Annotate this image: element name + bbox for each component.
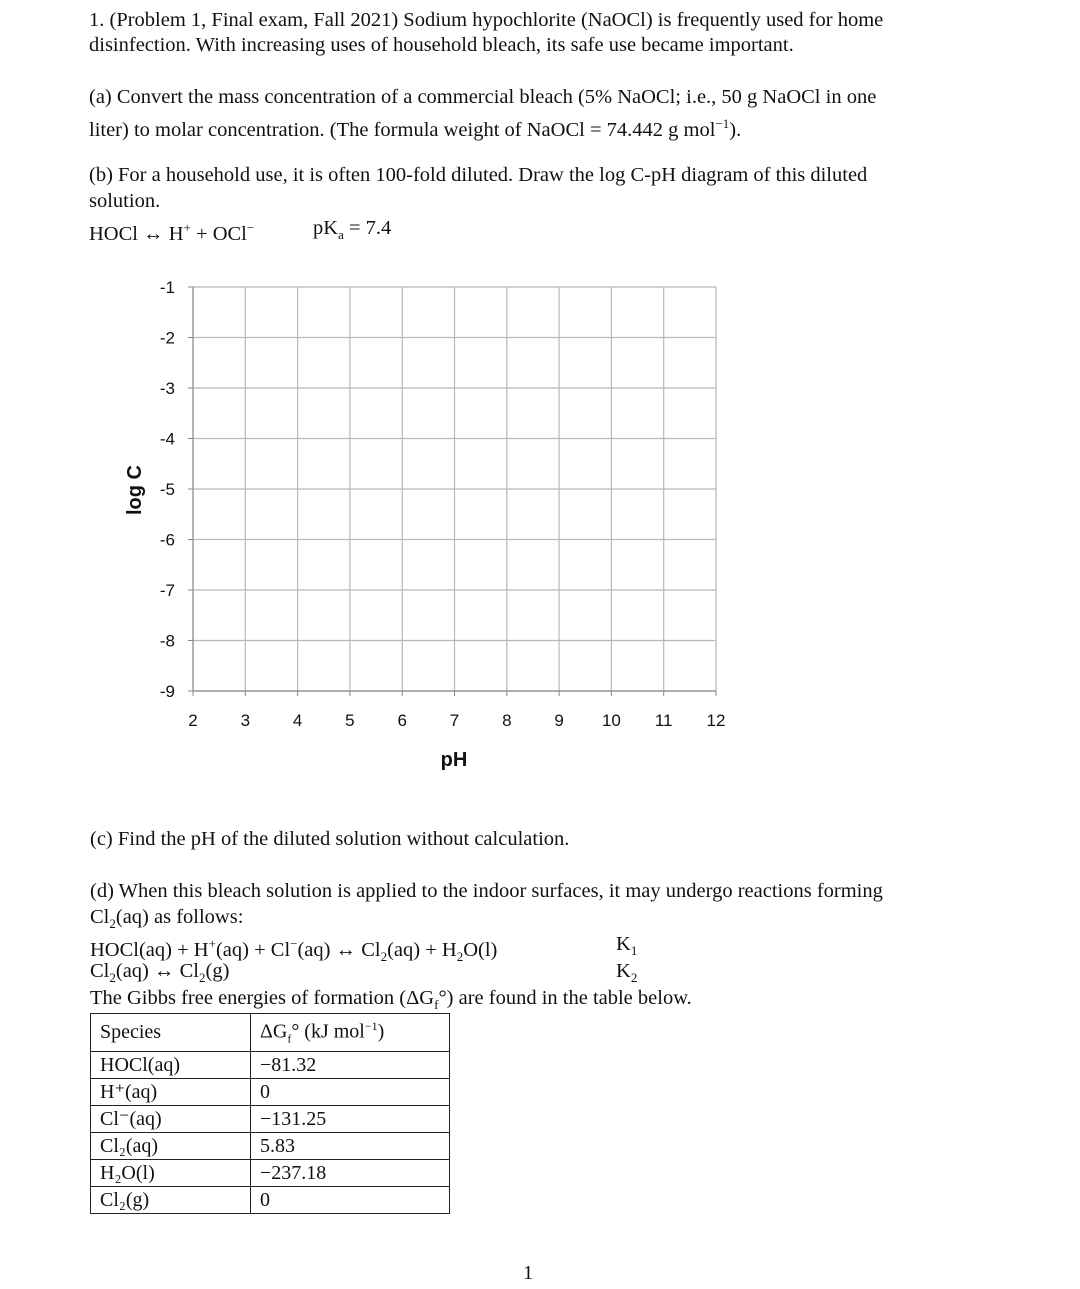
species-cell: Cl₂(g): [91, 1186, 251, 1213]
x-tick-label: 5: [345, 711, 355, 730]
y-tick-label: -5: [159, 480, 175, 499]
y-tick-label: -3: [159, 379, 175, 398]
k2-label: $K_2$: [616, 960, 638, 986]
chart-grid: [193, 287, 716, 691]
gibbs-intro: The Gibbs free energies of formation $(\Delta G_f^\circ)$ are found in the table below.: [90, 987, 692, 1013]
x-tick-label: 12: [706, 711, 726, 730]
problem-line-2: disinfection. With increasing uses of household bleach, its safe use became important.: [89, 34, 794, 56]
k1-label: $K_1$: [616, 933, 638, 959]
species-cell: HOCl(aq): [91, 1051, 251, 1078]
y-axis-label: log C: [124, 465, 146, 515]
species-cell: H₂O(l): [91, 1159, 251, 1186]
part-c-text: (c) Find the pH of the diluted solution without calculation.: [90, 828, 570, 850]
y-tick-label: -1: [159, 278, 175, 297]
y-tick-label: -9: [159, 682, 175, 701]
y-tick-label: -6: [159, 530, 175, 550]
value-cell: 0: [251, 1186, 450, 1213]
y-tick-label: -7: [159, 581, 175, 600]
species-cell: Cl₂(aq): [91, 1132, 251, 1159]
gibbs-energy-table: [90, 1013, 450, 1214]
value-cell: 5.83: [251, 1132, 450, 1159]
table-header-row: [91, 1014, 450, 1052]
x-axis-label: pH: [440, 749, 468, 771]
problem-line-1: 1. (Problem 1, Final exam, Fall 2021) Sodium hypochlorite (NaOCl) is frequently used for home: [89, 9, 884, 31]
reaction-2: $Cl_2(aq)$ ↔ $Cl_2(g)$: [90, 960, 230, 986]
x-tick-label: 6: [397, 711, 407, 730]
species-cell: Cl⁻(aq): [91, 1105, 251, 1132]
hocl-equilibrium: HOCl ↔ H+ + OCl−: [89, 220, 255, 245]
y-tick-label: -2: [159, 328, 175, 348]
part-b-line-2: solution.: [89, 190, 161, 212]
table-row: [91, 1186, 450, 1213]
species-cell: H⁺(aq): [91, 1078, 251, 1105]
x-tick-label: 8: [502, 711, 512, 730]
x-tick-label: 7: [449, 711, 460, 730]
table-row: [91, 1159, 450, 1186]
table-row: [91, 1105, 450, 1132]
y-tick-label: -8: [159, 631, 175, 651]
pka-value: $pK_a = 7.4$: [313, 217, 392, 243]
reaction-1: HOCl(aq) + H+(aq) + Cl−(aq) ↔ $Cl_2(aq) + H_2O(l)$: [90, 936, 498, 964]
part-a-line-2: liter) to molar concentration. (The formula weight of NaOCl = 74.442 g mol$^{-1}$).: [89, 116, 742, 141]
value-cell: −237.18: [251, 1159, 450, 1186]
part-b-line-1: (b) For a household use, it is often 100-fold diluted. Draw the log C-pH diagram of this diluted: [89, 164, 868, 186]
value-cell: −131.25: [251, 1105, 450, 1132]
x-tick-label: 4: [292, 711, 303, 730]
x-tick-label: 11: [654, 711, 673, 730]
table-row: [91, 1078, 450, 1105]
value-cell: 0: [251, 1078, 450, 1105]
x-tick-label: 10: [601, 711, 621, 730]
part-a-line-1: (a) Convert the mass concentration of a commercial bleach (5% NaOCl; i.e., 50 g NaOCl in one: [89, 86, 877, 108]
y-tick-label: -4: [159, 429, 175, 449]
part-d-line-2: $Cl_2(aq)$ as follows:: [90, 906, 244, 932]
x-tick-label: 2: [188, 711, 198, 730]
header-species: Species: [91, 1014, 251, 1052]
header-delta-g: $\Delta G_f^\circ$ (kJ mol$^{-1}$): [251, 1014, 450, 1052]
table-row: [91, 1051, 450, 1078]
value-cell: −81.32: [251, 1051, 450, 1078]
x-tick-label: 3: [240, 711, 251, 730]
chart-ticks: [188, 287, 716, 696]
page-number: 1: [523, 1262, 534, 1284]
part-d-line-1: (d) When this bleach solution is applied to the indoor surfaces, it may undergo reactions forming: [90, 880, 883, 902]
x-tick-label: 9: [554, 711, 564, 730]
table-row: [91, 1132, 450, 1159]
